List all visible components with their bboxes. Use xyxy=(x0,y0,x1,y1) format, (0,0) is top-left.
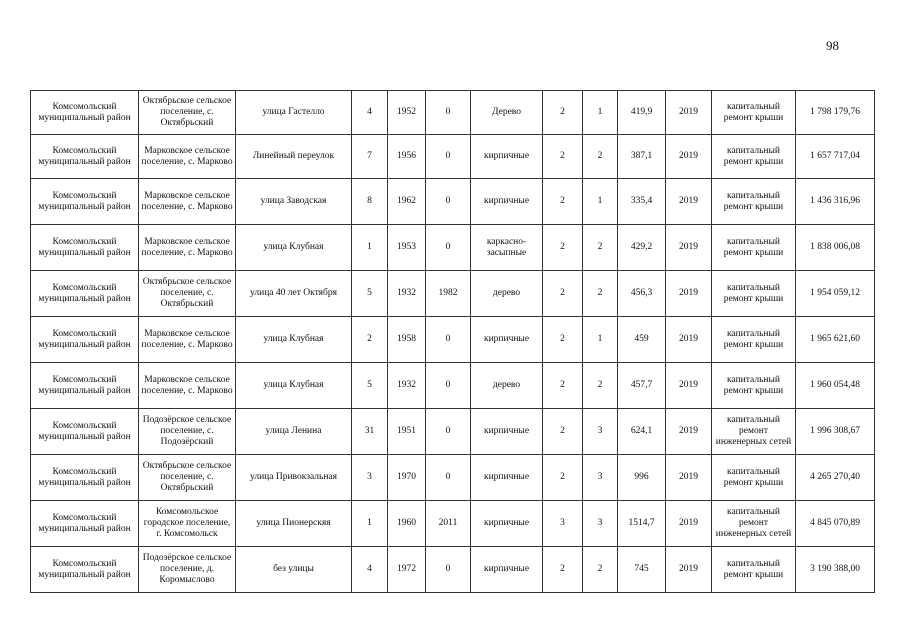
cell-floors: 2 xyxy=(543,317,583,363)
cell-plan-year: 2019 xyxy=(666,135,712,179)
cell-area: 429,2 xyxy=(618,225,666,271)
cell-renovation-year: 0 xyxy=(426,455,471,501)
cell-street: без улицы xyxy=(236,547,352,593)
table-body xyxy=(31,91,875,593)
cell-street: улица Привокзальная xyxy=(236,455,352,501)
cell-renovation-year: 1982 xyxy=(426,271,471,317)
cell-work-type: капитальный ремонт крыши xyxy=(712,547,796,593)
cell-cost: 1 965 621,60 xyxy=(796,317,875,363)
cell-district: Комсомольский муниципальный район xyxy=(31,271,139,317)
cell-entrances: 3 xyxy=(583,409,618,455)
cell-settlement: Марковское сельское поселение, с. Марково xyxy=(139,135,236,179)
cell-build-year: 1952 xyxy=(388,91,426,135)
cell-wall-material: кирпичные xyxy=(471,179,543,225)
cell-build-year: 1932 xyxy=(388,363,426,409)
cell-plan-year: 2019 xyxy=(666,317,712,363)
cell-district: Комсомольский муниципальный район xyxy=(31,317,139,363)
cell-entrances: 2 xyxy=(583,547,618,593)
cell-area: 745 xyxy=(618,547,666,593)
table-row xyxy=(31,317,875,363)
cell-cost: 1 657 717,04 xyxy=(796,135,875,179)
cell-plan-year: 2019 xyxy=(666,271,712,317)
cell-settlement: Подозёрское сельское поселение, с. Подозёрский xyxy=(139,409,236,455)
cell-floors: 2 xyxy=(543,455,583,501)
cell-house-number: 1 xyxy=(352,501,388,547)
cell-build-year: 1962 xyxy=(388,179,426,225)
cell-plan-year: 2019 xyxy=(666,501,712,547)
cell-settlement: Марковское сельское поселение, с. Марково xyxy=(139,179,236,225)
cell-street: Линейный переулок xyxy=(236,135,352,179)
table-row xyxy=(31,135,875,179)
cell-work-type: капитальный ремонт крыши xyxy=(712,179,796,225)
cell-cost: 3 190 388,00 xyxy=(796,547,875,593)
cell-cost: 1 996 308,67 xyxy=(796,409,875,455)
cell-street: улица Клубная xyxy=(236,317,352,363)
cell-house-number: 1 xyxy=(352,225,388,271)
cell-build-year: 1960 xyxy=(388,501,426,547)
table-row xyxy=(31,225,875,271)
cell-floors: 2 xyxy=(543,271,583,317)
cell-wall-material: кирпичные xyxy=(471,135,543,179)
table-row xyxy=(31,455,875,501)
cell-house-number: 3 xyxy=(352,455,388,501)
cell-renovation-year: 0 xyxy=(426,179,471,225)
table-row xyxy=(31,501,875,547)
cell-entrances: 2 xyxy=(583,271,618,317)
cell-floors: 2 xyxy=(543,179,583,225)
cell-wall-material: кирпичные xyxy=(471,317,543,363)
cell-wall-material: Дерево xyxy=(471,91,543,135)
cell-cost: 1 798 179,76 xyxy=(796,91,875,135)
cell-street: улица Клубная xyxy=(236,363,352,409)
cell-entrances: 2 xyxy=(583,135,618,179)
cell-area: 624,1 xyxy=(618,409,666,455)
cell-wall-material: кирпичные xyxy=(471,409,543,455)
cell-plan-year: 2019 xyxy=(666,547,712,593)
cell-work-type: капитальный ремонт крыши xyxy=(712,363,796,409)
table-row xyxy=(31,271,875,317)
cell-settlement: Марковское сельское поселение, с. Марково xyxy=(139,317,236,363)
cell-settlement: Октябрьское сельское поселение, с. Октябрьский xyxy=(139,91,236,135)
cell-street: улица Ленина xyxy=(236,409,352,455)
cell-settlement: Марковское сельское поселение, с. Марково xyxy=(139,363,236,409)
cell-settlement: Октябрьское сельское поселение, с. Октябрьский xyxy=(139,271,236,317)
cell-renovation-year: 2011 xyxy=(426,501,471,547)
cell-house-number: 31 xyxy=(352,409,388,455)
cell-wall-material: кирпичные xyxy=(471,501,543,547)
cell-renovation-year: 0 xyxy=(426,317,471,363)
cell-street: улица 40 лет Октября xyxy=(236,271,352,317)
cell-work-type: капитальный ремонт инженерных сетей xyxy=(712,409,796,455)
cell-plan-year: 2019 xyxy=(666,179,712,225)
cell-work-type: капитальный ремонт крыши xyxy=(712,135,796,179)
cell-settlement: Марковское сельское поселение, с. Марково xyxy=(139,225,236,271)
cell-wall-material: дерево xyxy=(471,271,543,317)
cell-house-number: 5 xyxy=(352,363,388,409)
cell-cost: 1 960 054,48 xyxy=(796,363,875,409)
cell-build-year: 1951 xyxy=(388,409,426,455)
cell-plan-year: 2019 xyxy=(666,91,712,135)
cell-floors: 2 xyxy=(543,135,583,179)
cell-district: Комсомольский муниципальный район xyxy=(31,135,139,179)
cell-build-year: 1953 xyxy=(388,225,426,271)
cell-plan-year: 2019 xyxy=(666,455,712,501)
cell-entrances: 2 xyxy=(583,363,618,409)
cell-plan-year: 2019 xyxy=(666,225,712,271)
cell-area: 996 xyxy=(618,455,666,501)
cell-build-year: 1970 xyxy=(388,455,426,501)
cell-floors: 2 xyxy=(543,91,583,135)
cell-area: 335,4 xyxy=(618,179,666,225)
table-row xyxy=(31,179,875,225)
cell-wall-material: дерево xyxy=(471,363,543,409)
cell-floors: 2 xyxy=(543,363,583,409)
cell-renovation-year: 0 xyxy=(426,547,471,593)
cell-district: Комсомольский муниципальный район xyxy=(31,501,139,547)
cell-street: улица Гастелло xyxy=(236,91,352,135)
cell-build-year: 1956 xyxy=(388,135,426,179)
cell-house-number: 2 xyxy=(352,317,388,363)
cell-renovation-year: 0 xyxy=(426,91,471,135)
cell-district: Комсомольский муниципальный район xyxy=(31,225,139,271)
cell-district: Комсомольский муниципальный район xyxy=(31,547,139,593)
cell-floors: 2 xyxy=(543,547,583,593)
cell-floors: 2 xyxy=(543,225,583,271)
cell-district: Комсомольский муниципальный район xyxy=(31,363,139,409)
cell-renovation-year: 0 xyxy=(426,363,471,409)
cell-street: улица Пионерскяя xyxy=(236,501,352,547)
cell-area: 419,9 xyxy=(618,91,666,135)
cell-settlement: Подозёрское сельское поселение, д. Коромыслово xyxy=(139,547,236,593)
cell-work-type: капитальный ремонт крыши xyxy=(712,225,796,271)
cell-cost: 1 954 059,12 xyxy=(796,271,875,317)
cell-work-type: капитальный ремонт крыши xyxy=(712,455,796,501)
cell-entrances: 1 xyxy=(583,91,618,135)
cell-area: 456,3 xyxy=(618,271,666,317)
cell-district: Комсомольский муниципальный район xyxy=(31,409,139,455)
cell-settlement: Октябрьское сельское поселение, с. Октябрьский xyxy=(139,455,236,501)
cell-cost: 1 436 316,96 xyxy=(796,179,875,225)
table-row xyxy=(31,363,875,409)
cell-entrances: 1 xyxy=(583,179,618,225)
cell-renovation-year: 0 xyxy=(426,135,471,179)
cell-build-year: 1972 xyxy=(388,547,426,593)
housing-registry-table xyxy=(30,90,875,593)
cell-renovation-year: 0 xyxy=(426,409,471,455)
cell-floors: 2 xyxy=(543,409,583,455)
cell-house-number: 5 xyxy=(352,271,388,317)
cell-street: улица Клубная xyxy=(236,225,352,271)
cell-work-type: капитальный ремонт крыши xyxy=(712,317,796,363)
cell-area: 459 xyxy=(618,317,666,363)
table-row xyxy=(31,91,875,135)
cell-work-type: капитальный ремонт инженерных сетей xyxy=(712,501,796,547)
cell-street: улица Заводская xyxy=(236,179,352,225)
cell-build-year: 1932 xyxy=(388,271,426,317)
cell-plan-year: 2019 xyxy=(666,409,712,455)
cell-area: 457,7 xyxy=(618,363,666,409)
cell-house-number: 4 xyxy=(352,547,388,593)
cell-work-type: капитальный ремонт крыши xyxy=(712,271,796,317)
cell-cost: 4 845 070,89 xyxy=(796,501,875,547)
cell-floors: 3 xyxy=(543,501,583,547)
cell-house-number: 4 xyxy=(352,91,388,135)
page-number: 98 xyxy=(826,38,839,53)
cell-work-type: капитальный ремонт крыши xyxy=(712,91,796,135)
cell-cost: 1 838 006,08 xyxy=(796,225,875,271)
cell-area: 1514,7 xyxy=(618,501,666,547)
cell-entrances: 3 xyxy=(583,501,618,547)
cell-wall-material: каркасно-засыпные xyxy=(471,225,543,271)
cell-wall-material: кирпичные xyxy=(471,455,543,501)
cell-cost: 4 265 270,40 xyxy=(796,455,875,501)
cell-district: Комсомольский муниципальный район xyxy=(31,455,139,501)
cell-district: Комсомольский муниципальный район xyxy=(31,179,139,225)
cell-plan-year: 2019 xyxy=(666,363,712,409)
cell-area: 387,1 xyxy=(618,135,666,179)
cell-entrances: 3 xyxy=(583,455,618,501)
cell-house-number: 7 xyxy=(352,135,388,179)
table-row xyxy=(31,409,875,455)
cell-entrances: 2 xyxy=(583,225,618,271)
cell-district: Комсомольский муниципальный район xyxy=(31,91,139,135)
cell-renovation-year: 0 xyxy=(426,225,471,271)
cell-settlement: Комсомольское городское поселение, г. Комсомольск xyxy=(139,501,236,547)
table-row xyxy=(31,547,875,593)
cell-entrances: 1 xyxy=(583,317,618,363)
cell-build-year: 1958 xyxy=(388,317,426,363)
cell-house-number: 8 xyxy=(352,179,388,225)
cell-wall-material: кирпичные xyxy=(471,547,543,593)
